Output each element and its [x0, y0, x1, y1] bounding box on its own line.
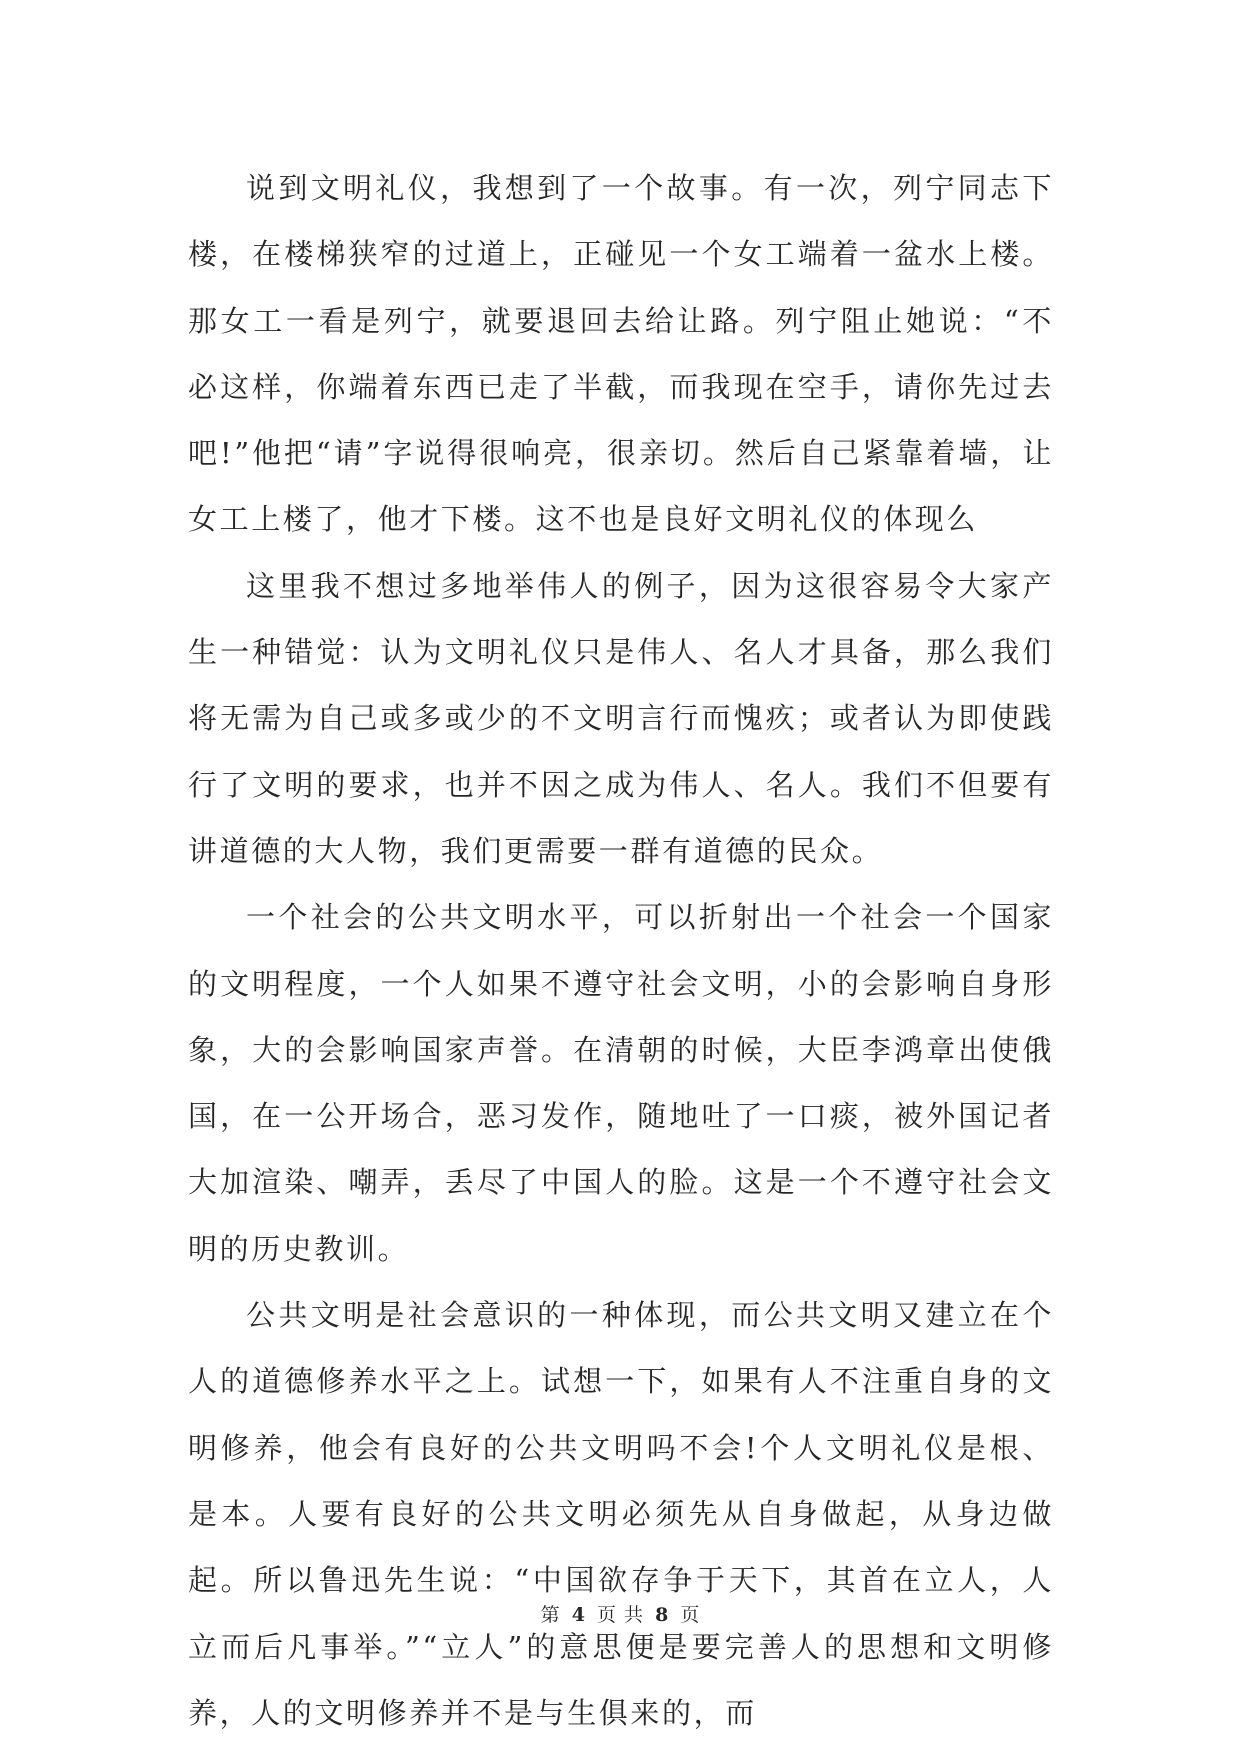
page-footer — [0, 1600, 1241, 1627]
footer-prefix: 第 — [540, 1604, 561, 1626]
paragraph-lenin-story: 说到文明礼仪，我想到了一个故事。有一次，列宁同志下楼，在楼梯狭窄的过道上，正碰见一个女工端着一盆水上楼。那女工一看是列宁，就要退回去给让路。列宁阻止她说：“不必这样，你端着东西已走了半截，而我现在空手，请你先过去吧!”他把“请”字说得很响亮，很亲切。然后自己紧靠着墙，让女工上楼了，他才下楼。这不也是良好文明礼仪的体现么 — [188, 171, 1054, 537]
paragraph-personal-cultivation: 公共文明是社会意识的一种体现，而公共文明又建立在个人的道德修养水平之上。试想一下，如果有人不注重自身的文明修养，他会有良好的公共文明吗不会!个人文明礼仪是根、是本。人要有良好的公共文明必须先从自身做起，从身边做起。所以鲁迅先生说：“中国欲存争于天下，其首在立人，人立而后凡事举。”“立人”的意思便是要完善人的思想和文明修养，人的文明修养并不是与生俱来的，而 — [188, 1298, 1054, 1730]
paragraph-public-civility: 一个社会的公共文明水平，可以折射出一个社会一个国家的文明程度，一个人如果不遵守社会文明，小的会影响自身形象，大的会影响国家声誉。在清朝的时候，大臣李鸿章出使俄国，在一公开场合，恶习发作，随地吐了一口痰，被外国记者大加渲染、嘲弄，丢尽了中国人的脸。这是一个不遵守社会文明的历史教训。 — [188, 900, 1054, 1266]
paragraph-great-people: 这里我不想过多地举伟人的例子，因为这很容易令大家产生一种错觉：认为文明礼仪只是伟人、名人才具备，那么我们将无需为自己或多或少的不文明言行而愧疚；或者认为即使践行了文明的要求，也并不因之成为伟人、名人。我们不但要有讲道德的大人物，我们更需要一群有道德的民众。 — [188, 568, 1054, 868]
footer-current-page: 4 — [571, 1604, 586, 1626]
body-text — [188, 155, 1054, 1746]
footer-suffix: 页 — [680, 1604, 701, 1626]
footer-total-pages: 8 — [655, 1604, 670, 1626]
footer-middle: 页 共 — [596, 1604, 645, 1626]
